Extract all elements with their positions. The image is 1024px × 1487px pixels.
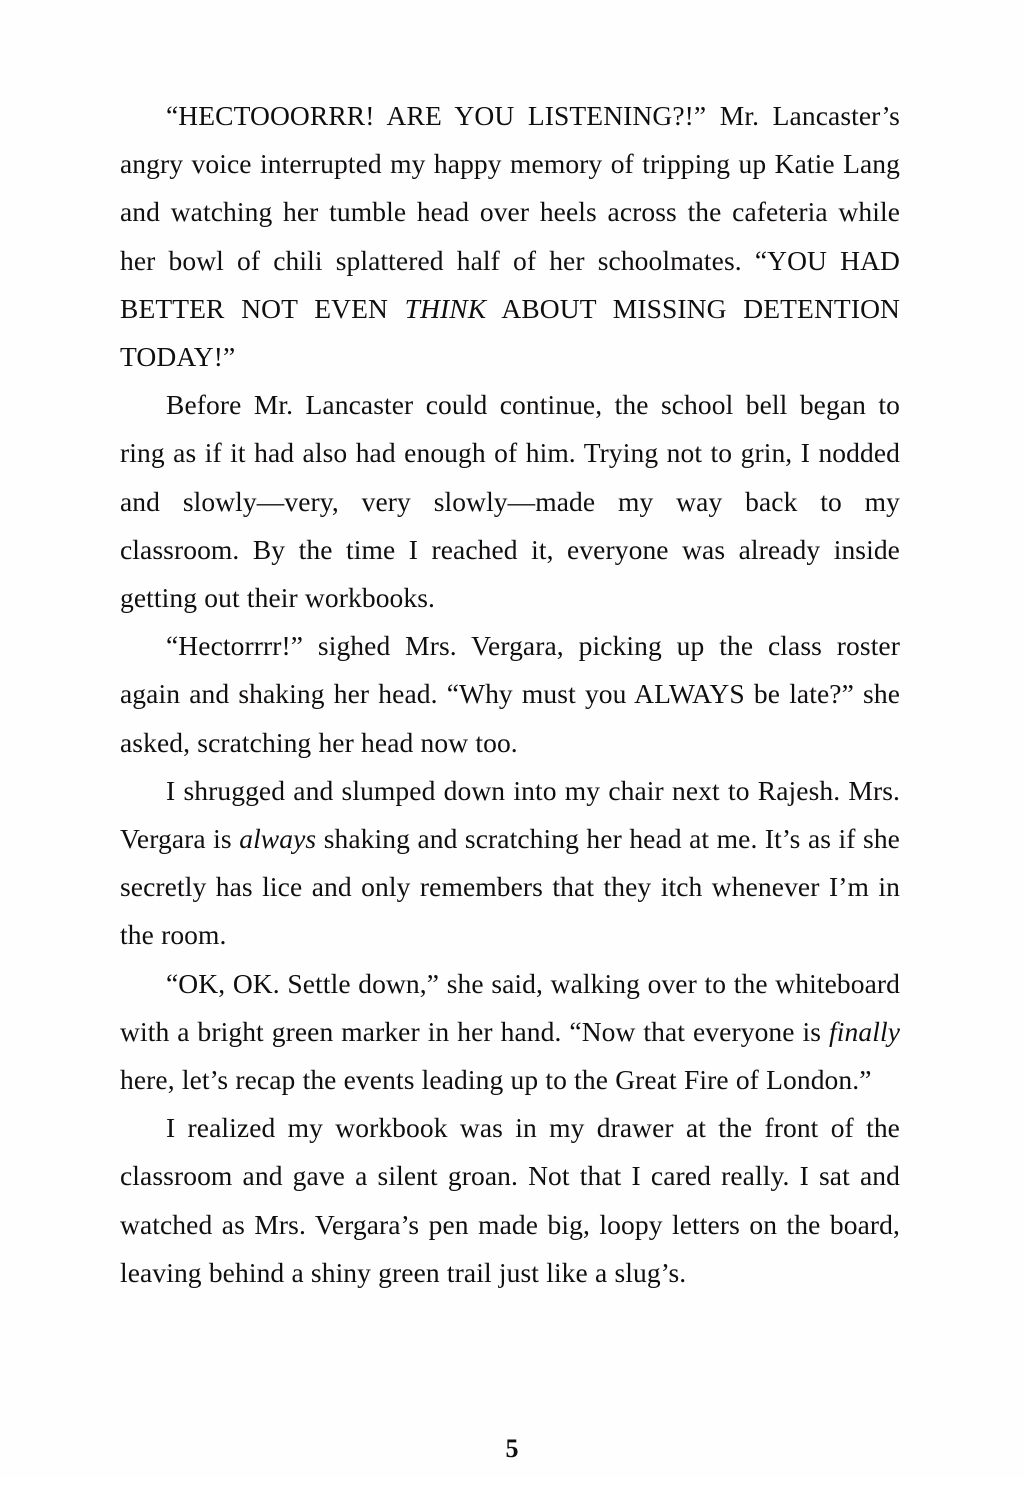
page-bottom-edge (0, 1478, 1024, 1487)
italic-run: THINK (404, 292, 487, 324)
italic-run: always (239, 823, 317, 855)
paragraph: Before Mr. Lancaster could continue, the school bell began to ring as if it had also had enough of him. Trying not to grin, I nodded and slowly—very, very slowly—made my way back to my classroom. By the time I reached it, everyone was already inside getting out their workbooks. (120, 389, 900, 614)
paragraph: “HECTOOORRR! ARE YOU LISTENING?!” Mr. Lancaster’s angry voice interrupted my happy memory of tripping up Katie Lang and watching her tumble head over heels across the cafeteria while her bowl of chili splattered half of her schoolmates. “YOU HAD BETTER NOT EVEN THINK ABOUT MISSING DETENTION TODAY!” (120, 100, 900, 373)
paragraph: “OK, OK. Settle down,” she said, walking over to the whiteboard with a bright green marker in her hand. “Now that everyone is finally here, let’s recap the events leading up to the Great Fire of London.” (120, 967, 900, 1096)
italic-run: finally (829, 1015, 900, 1047)
page-body-text (120, 92, 900, 1297)
paragraph: “Hectorrrr!” sighed Mrs. Vergara, picking up the class roster again and shaking her head. “Why must you ALWAYS be late?” she asked, scratching her head now too. (120, 630, 900, 758)
paragraph: I realized my workbook was in my drawer at the front of the classroom and gave a silent groan. Not that I cared really. I sat and watched as Mrs. Vergara’s pen made big, loopy letters on the board, leaving behind a shiny green trail just like a slug’s. (120, 1112, 900, 1288)
paragraph: I shrugged and slumped down into my chair next to Rajesh. Mrs. Vergara is always shaking and scratching her head at me. It’s as if she secretly has lice and only remembers that they itch whenever I’m in the room. (120, 774, 900, 951)
page-number: 5 (505, 1434, 519, 1463)
